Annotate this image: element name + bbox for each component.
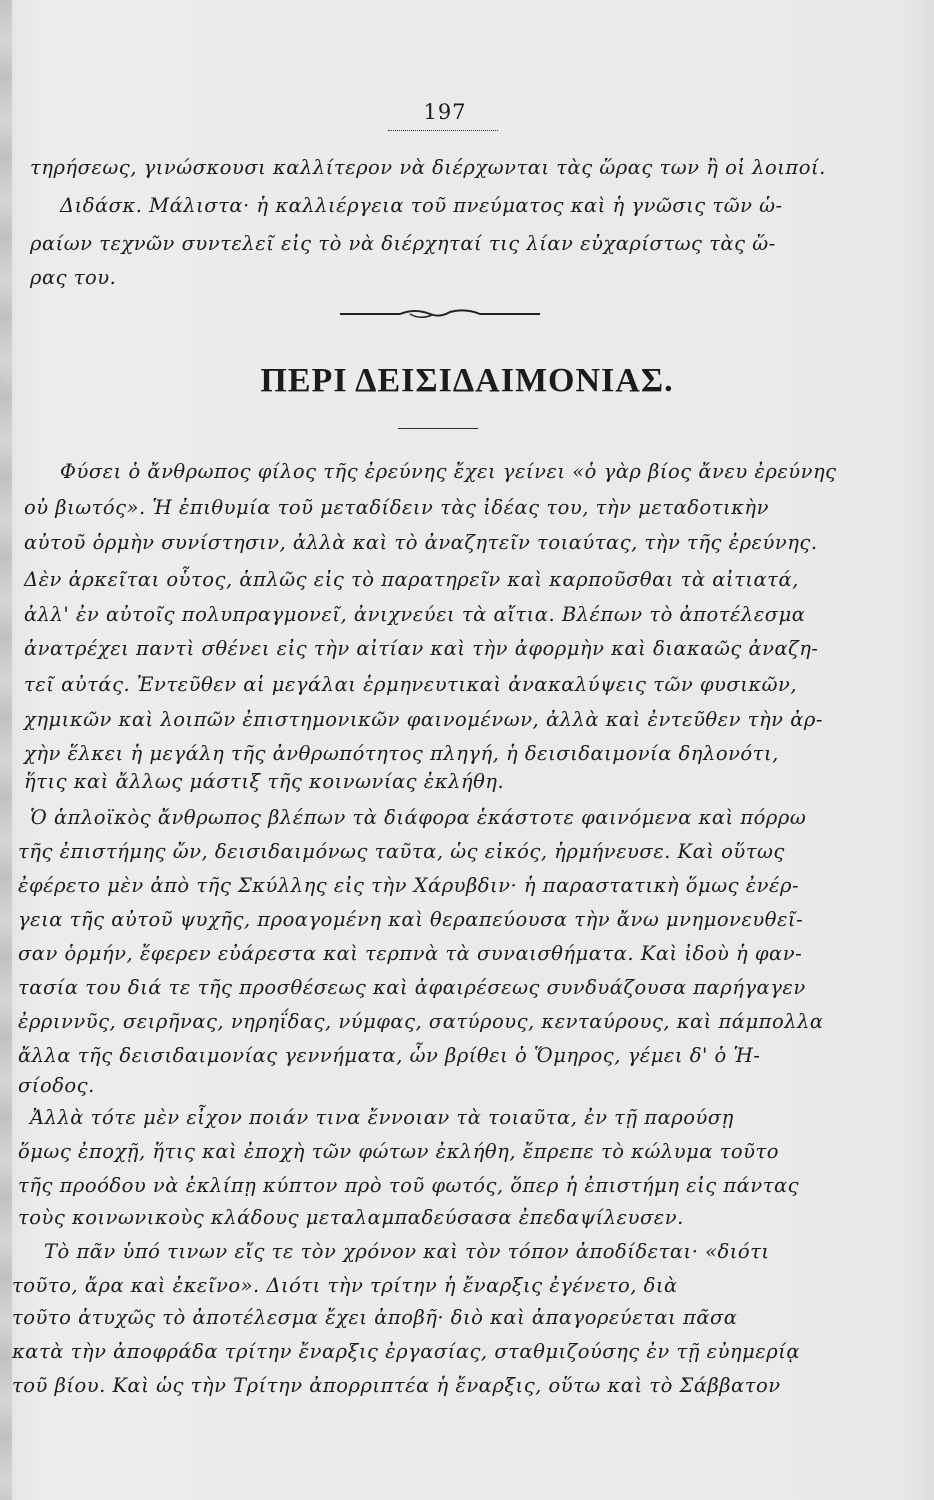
body-line: σίοδος.	[18, 1074, 95, 1097]
body-line: γεια τῆς αὐτοῦ ψυχῆς, προαγομένη καὶ θεραπεύουσα τὴν ἄνω μνημονευθεῖ-	[18, 908, 804, 931]
body-line: αὐτοῦ ὁρμὴν συνίστησιν, ἀλλὰ καὶ τὸ ἀναζητεῖν τοιαύτας, τὴν τῆς ἐρεύνης.	[24, 531, 818, 554]
body-line: τοὺς κοινωνικοὺς κλάδους μεταλαμπαδεύσασα ἐπεδαψίλευσεν.	[18, 1206, 684, 1229]
body-line: Ὁ ἁπλοϊκὸς ἄνθρωπος βλέπων τὰ διάφορα ἑκάστοτε φαινόμενα καὶ πόρρω	[30, 806, 807, 829]
body-line: Δὲν ἀρκεῖται οὗτος, ἁπλῶς εἰς τὸ παρατηρεῖν καὶ καρποῦσθαι τὰ αἰτιατά,	[24, 568, 799, 591]
body-line: χὴν ἕλκει ἡ μεγάλη τῆς ἀνθρωπότητος πληγή, ἡ δεισιδαιμονία δηλονότι,	[24, 742, 779, 765]
body-line: ἥτις καὶ ἄλλως μάστιξ τῆς κοινωνίας ἐκλήθη.	[24, 770, 505, 793]
intro-line: Διδάσκ. Μάλιστα· ἡ καλλιέργεια τοῦ πνεύματος καὶ ἡ γνῶσις τῶν ὡ-	[60, 194, 783, 217]
body-line: τασία του διά τε τῆς προσθέσεως καὶ ἀφαιρέσεως συνδυάζουσα παρήγαγεν	[18, 976, 806, 999]
heading-rule	[398, 428, 478, 429]
body-line: ἐφέρετο μὲν ἀπὸ τῆς Σκύλλης εἰς τὴν Χάρυβδιν· ἡ παραστατικὴ ὅμως ἐνέρ-	[18, 874, 800, 897]
body-line: κατὰ τὴν ἀποφράδα τρίτην ἔναρξις ἐργασίας, σταθμιζούσης ἐν τῇ εὐημερίᾳ	[12, 1340, 801, 1363]
section-heading: ΠΕΡΙ ΔΕΙΣΙΔΑΙΜΟΝΙΑΣ.	[260, 362, 674, 399]
body-line: ἄλλα τῆς δεισιδαιμονίας γεννήματα, ὧν βρίθει ὁ Ὅμηρος, γέμει δ' ὁ Ἡ-	[18, 1044, 761, 1067]
body-line: ἀλλ' ἐν αὐτοῖς πολυπραγμονεῖ, ἀνιχνεύει τὰ αἴτια. Βλέπων τὸ ἀποτέλεσμα	[24, 603, 806, 626]
body-line: τῆς προόδου νὰ ἐκλίπῃ κύπτον πρὸ τοῦ φωτός, ὅπερ ἡ ἐπιστήμη εἰς πάντας	[18, 1174, 800, 1197]
body-line: Τὸ πᾶν ὑπό τινων εἴς τε τὸν χρόνον καὶ τὸν τόπον ἀποδίδεται· «διότι	[44, 1240, 770, 1263]
body-line: Ἀλλὰ τότε μὲν εἶχον ποιάν τινα ἔννοιαν τὰ τοιαῦτα, ἐν τῇ παρούσῃ	[30, 1106, 734, 1129]
body-line: ἀνατρέχει παντὶ σθένει εἰς τὴν αἰτίαν καὶ τὴν ἀφορμὴν καὶ διακαῶς ἀναζη-	[24, 637, 819, 660]
body-line: τοῦτο, ἄρα καὶ ἐκεῖνο». Διότι τὴν τρίτην ἡ ἔναρξις ἐγένετο, διὰ	[12, 1274, 678, 1297]
body-line: ὅμως ἐποχῇ, ἥτις καὶ ἐποχὴ τῶν φώτων ἐκλήθη, ἔπρεπε τὸ κώλυμα τοῦτο	[18, 1140, 780, 1163]
body-line: τεῖ αὐτάς. Ἐντεῦθεν αἱ μεγάλαι ἑρμηνευτικαὶ ἀνακαλύψεις τῶν φυσικῶν,	[24, 673, 798, 696]
intro-line: ρας του.	[30, 266, 117, 289]
body-line: ἐρριννῦς, σειρῆνας, νηρηΐδας, νύμφας, σατύρους, κενταύρους, καὶ πάμπολλα	[18, 1010, 824, 1033]
decorative-separator	[340, 304, 540, 324]
body-line: τῆς ἐπιστήμης ὤν, δεισιδαιμόνως ταῦτα, ὡς εἰκός, ἡρμήνευσε. Καὶ οὕτως	[18, 840, 785, 863]
body-line: Φύσει ὁ ἄνθρωπος φίλος τῆς ἐρεύνης ἔχει γείνει «ὁ γὰρ βίος ἄνευ ἐρεύνης	[60, 460, 837, 483]
page-number-rule	[388, 130, 498, 132]
body-line: χημικῶν καὶ λοιπῶν ἐπιστημονικῶν φαινομένων, ἀλλὰ καὶ ἐντεῦθεν τὴν ἀρ-	[24, 708, 823, 731]
body-line: τοῦ βίου. Καὶ ὡς τὴν Τρίτην ἀπορριπτέα ἡ ἔναρξις, οὕτω καὶ τὸ Σάββατον	[12, 1374, 781, 1397]
body-line: τοῦτο ἀτυχῶς τὸ ἀποτέλεσμα ἔχει ἀποβῆ· διὸ καὶ ἀπαγορεύεται πᾶσα	[12, 1306, 738, 1329]
binding-edge	[0, 0, 12, 1500]
intro-line: ραίων τεχνῶν συντελεῖ εἰς τὸ νὰ διέρχηταί τις λίαν εὐχαρίστως τὰς ὥ-	[30, 232, 776, 255]
body-line: σαν ὁρμήν, ἔφερεν εὐάρεστα καὶ τερπνὰ τὰ συναισθήματα. Καὶ ἰδοὺ ἡ φαν-	[18, 942, 803, 965]
page-number: 197	[423, 100, 467, 124]
intro-line: τηρήσεως, γινώσκουσι καλλίτερον νὰ διέρχωνται τὰς ὥρας των ἢ οἱ λοιποί.	[30, 156, 826, 179]
body-line: οὐ βιωτός». Ἡ ἐπιθυμία τοῦ μεταδίδειν τὰς ἰδέας του, τὴν μεταδοτικὴν	[24, 496, 769, 519]
